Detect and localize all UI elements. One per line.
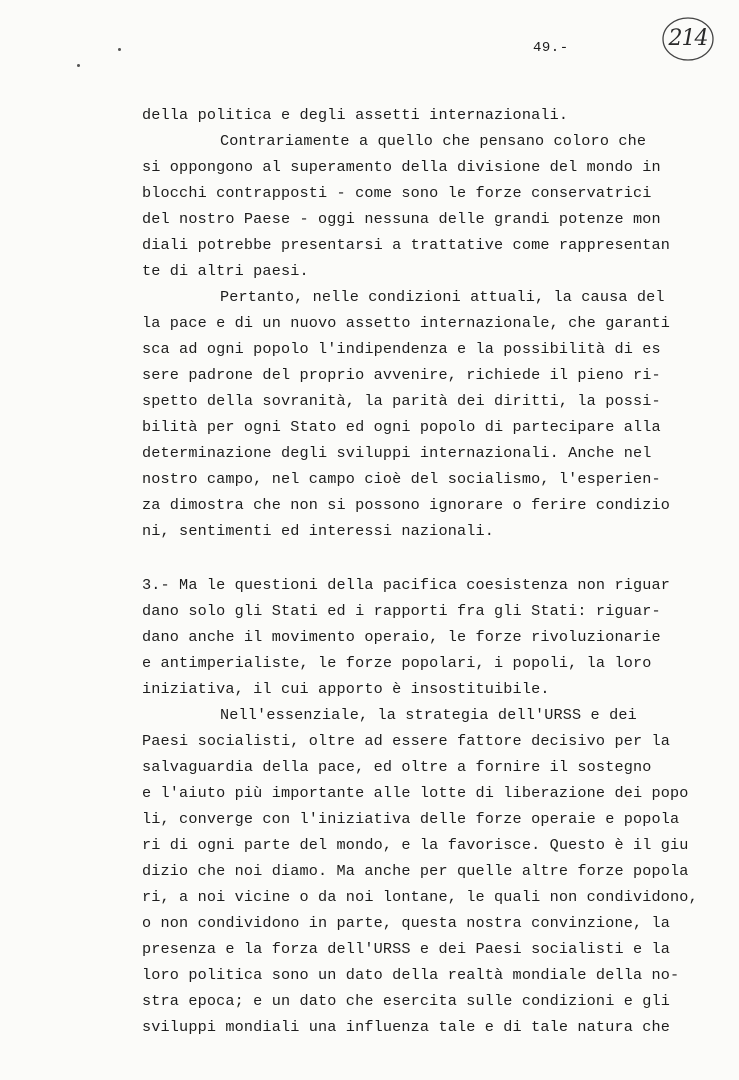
archive-stamp xyxy=(660,14,716,64)
text-line: blocchi contrapposti - come sono le forze conservatrici xyxy=(142,184,652,202)
text-line: dano solo gli Stati ed i rapporti fra gli Stati: riguar- xyxy=(142,602,661,620)
text-line: ri di ogni parte del mondo, e la favorisce. Questo è il giu xyxy=(142,836,689,854)
text-line: ri, a noi vicine o da noi lontane, le quali non condividono, xyxy=(142,888,698,906)
text-line: presenza e la forza dell'URSS e dei Paesi socialisti e la xyxy=(142,940,671,958)
text-line: stra epoca; e un dato che esercita sulle condizioni e gli xyxy=(142,992,671,1010)
text-line: sviluppi mondiali una influenza tale e di tale natura che xyxy=(142,1018,671,1036)
text-line: Pertanto, nelle condizioni attuali, la causa del xyxy=(220,288,665,306)
text-line: nostro campo, nel campo cioè del socialismo, l'esperien- xyxy=(142,470,661,488)
archive-stamp-number: 214 xyxy=(668,26,708,51)
text-line: Paesi socialisti, oltre ad essere fattore decisivo per la xyxy=(142,732,671,750)
text-line: ni, sentimenti ed interessi nazionali. xyxy=(142,522,495,540)
text-line: Nell'essenziale, la strategia dell'URSS e dei xyxy=(220,706,637,724)
section-heading-line: 3.- Ma le questioni della pacifica coesistenza non riguar xyxy=(142,576,671,594)
text-line: dano anche il movimento operaio, le forze rivoluzionarie xyxy=(142,628,661,646)
text-line: sere padrone del proprio avvenire, richiede il pieno ri- xyxy=(142,366,661,384)
text-line: della politica e degli assetti internazionali. xyxy=(142,106,569,124)
text-line: la pace e di un nuovo assetto internazionale, che garanti xyxy=(142,314,671,332)
text-line: e l'aiuto più importante alle lotte di liberazione dei popo xyxy=(142,784,689,802)
text-line: determinazione degli sviluppi internazionali. Anche nel xyxy=(142,444,652,462)
text-line: sca ad ogni popolo l'indipendenza e la possibilità di es xyxy=(142,340,661,358)
text-line: li, converge con l'iniziativa delle forze operaie e popola xyxy=(142,810,680,828)
text-line: loro politica sono un dato della realtà mondiale della no- xyxy=(142,966,680,984)
page-number: 49.- xyxy=(533,40,569,56)
text-line: spetto della sovranità, la parità dei diritti, la possi- xyxy=(142,392,661,410)
text-line: te di altri paesi. xyxy=(142,262,309,280)
text-line: Contrariamente a quello che pensano coloro che xyxy=(220,132,647,150)
text-line: diali potrebbe presentarsi a trattative come rappresentan xyxy=(142,236,671,254)
text-line: e antimperialiste, le forze popolari, i popoli, la loro xyxy=(142,654,652,672)
text-line: za dimostra che non si possono ignorare o ferire condizio xyxy=(142,496,671,514)
text-line: si oppongono al superamento della divisione del mondo in xyxy=(142,158,661,176)
text-line: dizio che noi diamo. Ma anche per quelle altre forze popola xyxy=(142,862,689,880)
text-line: del nostro Paese - oggi nessuna delle grandi potenze mon xyxy=(142,210,661,228)
text-line: salvaguardia della pace, ed oltre a fornire il sostegno xyxy=(142,758,652,776)
scan-speck xyxy=(77,64,80,67)
text-line: iniziativa, il cui apporto è insostituibile. xyxy=(142,680,550,698)
text-line: o non condividono in parte, questa nostra convinzione, la xyxy=(142,914,671,932)
text-line: bilità per ogni Stato ed ogni popolo di partecipare alla xyxy=(142,418,661,436)
scan-speck xyxy=(118,48,121,51)
